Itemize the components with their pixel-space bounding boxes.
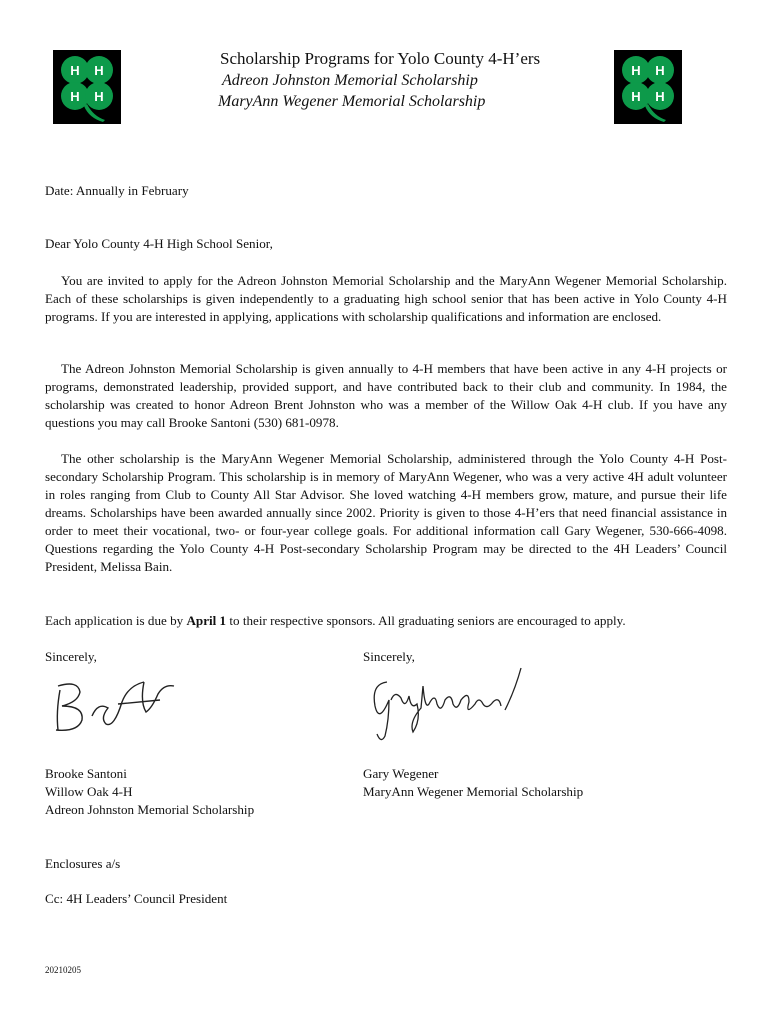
signer-name: Brooke Santoni [45,766,127,781]
enclosures-line: Enclosures a/s [45,856,121,871]
letter-header [200,48,600,112]
subtitle-adreon: Adreon Johnston Memorial Scholarship [222,72,478,89]
signer-name: Gary Wegener [363,766,439,781]
clover-letter: H [70,63,80,78]
clover-icon [614,50,682,124]
due-date: April 1 [186,613,227,628]
closing-right: Sincerely, [363,649,415,664]
4h-clover-logo-left [53,50,121,124]
clover-letter: H [631,63,641,78]
salutation: Dear Yolo County 4-H High School Senior, [45,236,273,251]
clover-icon [53,50,121,124]
paragraph-maryann: The other scholarship is the MaryAnn Wegener Memorial Scholarship, administered through the Yolo County 4-H Post-secondary Scholarship Program. This scholarship is in memory of MaryAnn Wegener, who was a very active 4H adult volunteer in roles ranging from Club to County All Star Advisor. She loved watching 4-H members grow, mature, and pursue their life dreams. Scholarships have been awarded annually since 2002. Priority is given to those 4-H’ers that need financial assistance in order to meet their vocational, two- or four-year college goals. For additional information call Gary Wegener, 530-666-4098. Questions regarding the Yolo County 4-H Post-secondary Scholarship Program may be directed to the 4H Leaders’ Council President, Melissa Bain. [45,451,727,574]
signer-block-left [45,765,345,819]
clover-letter: H [655,89,665,104]
signer-block-right [363,765,663,801]
paragraph-adreon: The Adreon Johnston Memorial Scholarship is given annually to 4-H members that have been active in any 4-H projects or programs, demonstrated leadership, provided support, and have contributed back to their club and community. In 1984, the scholarship was created to honor Adreon Brent Johnston who was a member of the Willow Oak 4-H club. If you have any questions you may call Brooke Santoni (530) 681-0978. [45,361,727,430]
signature-brooke-santoni [48,672,183,740]
clover-letter: H [94,89,104,104]
signature-gary-wegener [365,660,530,744]
clover-letter: H [631,89,641,104]
date-line: Date: Annually in February [45,183,189,198]
signer-club: Willow Oak 4-H [45,784,133,799]
clover-letter: H [70,89,80,104]
page-title: Scholarship Programs for Yolo County 4-H’ers [220,49,541,68]
signer-scholarship: MaryAnn Wegener Memorial Scholarship [363,784,584,799]
closing-left: Sincerely, [45,649,97,664]
due-date-line: Each application is due by April 1 to their respective sponsors. All graduating seniors are encouraged to apply. [45,613,626,628]
document-code: 20210205 [45,965,81,975]
clover-letter: H [655,63,665,78]
signer-scholarship: Adreon Johnston Memorial Scholarship [45,802,255,817]
cc-line: Cc: 4H Leaders’ Council President [45,891,228,906]
4h-clover-logo-right [614,50,682,124]
paragraph-intro: You are invited to apply for the Adreon Johnston Memorial Scholarship and the MaryAnn Wegener Memorial Scholarship. Each of these scholarships is given independently to a graduating high school senior that has been active in Yolo County 4-H programs. If you are interested in applying, applications with scholarship qualifications and information are enclosed. [45,273,727,324]
subtitle-maryann: MaryAnn Wegener Memorial Scholarship [218,93,486,110]
clover-letter: H [94,63,104,78]
